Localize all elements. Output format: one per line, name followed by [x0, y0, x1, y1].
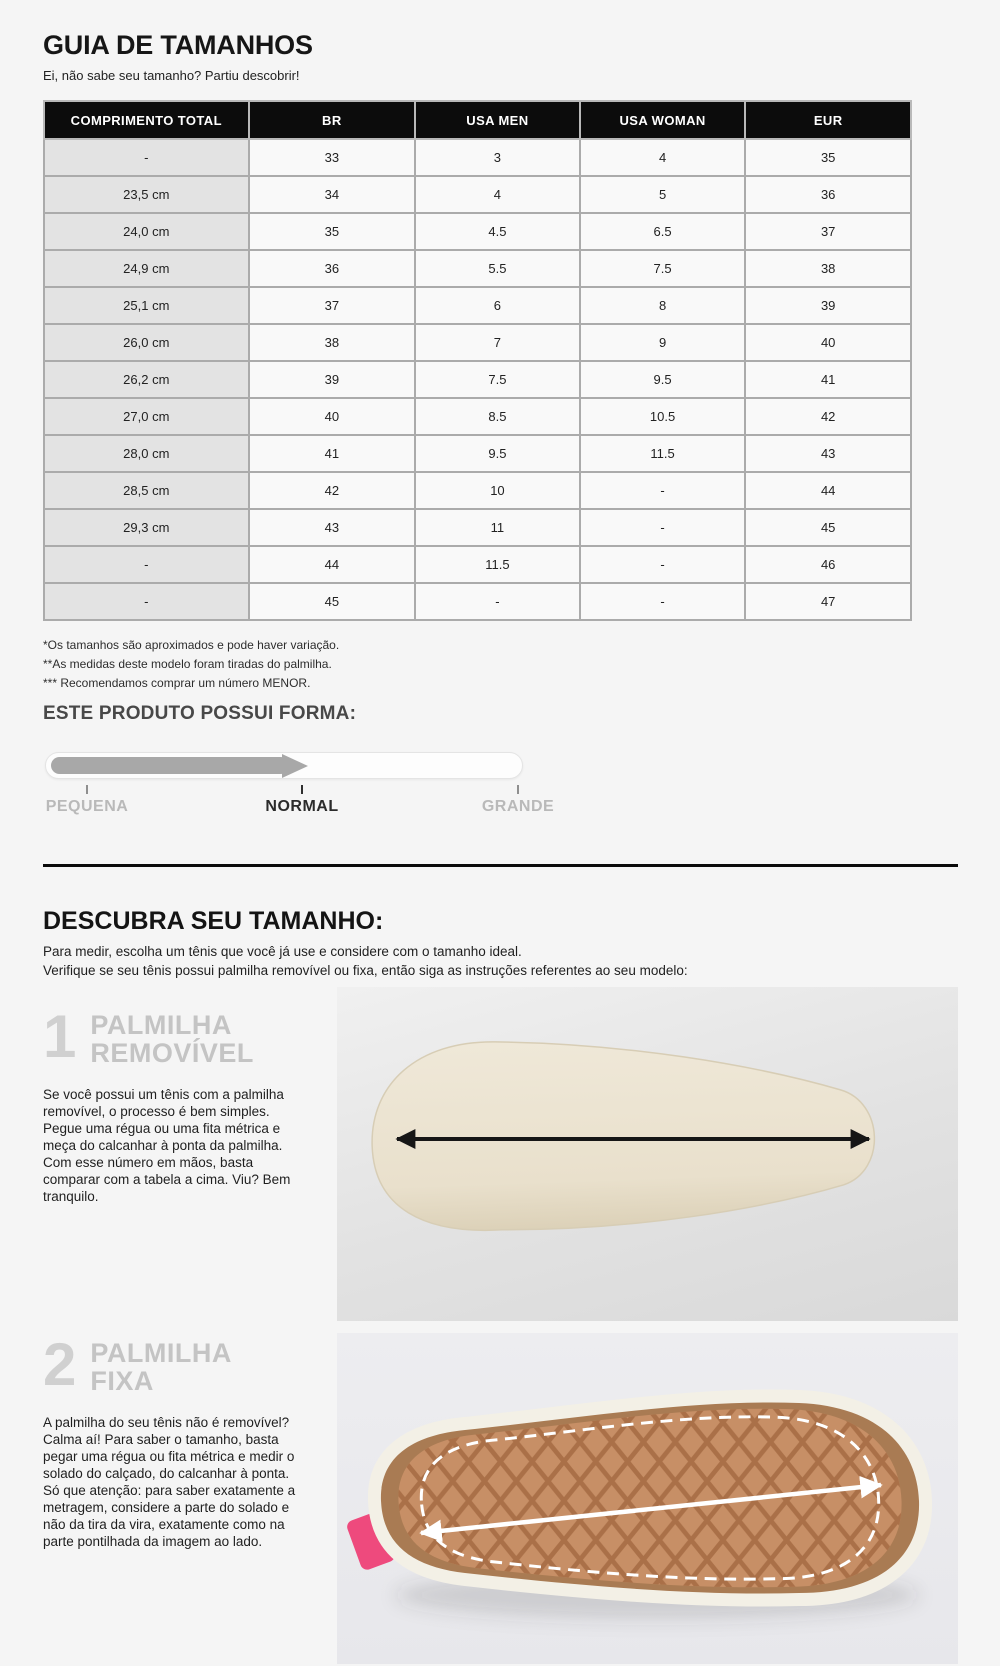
cell-comprimento: 25,1 cm	[44, 287, 249, 324]
cell-eur: 37	[745, 213, 911, 250]
tick-grande	[517, 785, 519, 794]
cell-comprimento: 28,5 cm	[44, 472, 249, 509]
insole-illustration	[337, 987, 958, 1321]
table-row	[44, 213, 911, 250]
cell-eur: 44	[745, 472, 911, 509]
cell-comprimento: 26,0 cm	[44, 324, 249, 361]
forma-slider-scale	[45, 785, 555, 823]
cell-usa-woman: 11.5	[580, 435, 746, 472]
step-number: 2	[43, 1331, 77, 1398]
col-header-eur: EUR	[745, 101, 911, 139]
table-row	[44, 435, 911, 472]
cell-br: 43	[249, 509, 415, 546]
col-header-comprimento: COMPRIMENTO TOTAL	[44, 101, 249, 139]
forma-slider-arrow-tip-icon	[282, 754, 308, 778]
size-table-header-row	[44, 101, 911, 139]
cell-usa-woman: 7.5	[580, 250, 746, 287]
step-2-heading	[43, 1331, 305, 1398]
cell-comprimento: -	[44, 546, 249, 583]
footnote: *** Recomendamos comprar um número MENOR.	[43, 676, 311, 690]
cell-comprimento: 26,2 cm	[44, 361, 249, 398]
forma-heading: ESTE PRODUTO POSSUI FORMA:	[43, 703, 357, 724]
size-table-body	[44, 139, 911, 620]
cell-usa-men: 4	[415, 176, 580, 213]
table-row	[44, 361, 911, 398]
table-row	[44, 139, 911, 176]
col-header-usa-woman: USA WOMAN	[580, 101, 746, 139]
cell-eur: 42	[745, 398, 911, 435]
cell-usa-men: 3	[415, 139, 580, 176]
cell-comprimento: 24,0 cm	[44, 213, 249, 250]
cell-usa-woman: -	[580, 583, 746, 620]
cell-br: 44	[249, 546, 415, 583]
tick-normal	[301, 785, 303, 794]
cell-usa-woman: 10.5	[580, 398, 746, 435]
insole-shape	[369, 1029, 878, 1236]
cell-usa-men: 7.5	[415, 361, 580, 398]
cell-usa-woman: 6.5	[580, 213, 746, 250]
cell-usa-men: 5.5	[415, 250, 580, 287]
cell-comprimento: -	[44, 583, 249, 620]
step-number: 1	[43, 1003, 77, 1070]
cell-eur: 40	[745, 324, 911, 361]
step-body: Se você possui um tênis com a palmilha removível, o processo é bem simples. Pegue uma régua ou uma fita métrica e meça do calcanhar à ponta da palmilha. Com esse número em mãos, basta comparar com a tabela a cima. Viu? Bem tranquilo.	[43, 1087, 291, 1204]
cell-br: 37	[249, 287, 415, 324]
cell-eur: 36	[745, 176, 911, 213]
cell-usa-men: 11.5	[415, 546, 580, 583]
instruction-steps	[43, 987, 958, 1664]
cell-usa-men: 8.5	[415, 398, 580, 435]
cell-usa-men: 7	[415, 324, 580, 361]
label-pequena: PEQUENA	[45, 798, 129, 815]
page-title: GUIA DE TAMANHOS	[43, 30, 313, 60]
cell-br: 34	[249, 176, 415, 213]
label-grande: GRANDE	[481, 798, 555, 815]
table-row	[44, 176, 911, 213]
forma-slider-bar	[45, 752, 523, 779]
step-title: PALMILHA REMOVÍVEL	[90, 1010, 254, 1068]
cell-usa-woman: 9.5	[580, 361, 746, 398]
cell-eur: 35	[745, 139, 911, 176]
cell-usa-woman: -	[580, 472, 746, 509]
cell-eur: 41	[745, 361, 911, 398]
footnote: *Os tamanhos são aproximados e pode haver variação.	[43, 638, 340, 652]
label-normal: NORMAL	[265, 798, 339, 815]
sole-illustration	[337, 1333, 958, 1664]
cell-eur: 38	[745, 250, 911, 287]
cell-usa-men: 11	[415, 509, 580, 546]
forma-slider	[45, 752, 555, 823]
col-header-usa-men: USA MEN	[415, 101, 580, 139]
cell-usa-men: 10	[415, 472, 580, 509]
table-row	[44, 472, 911, 509]
cell-usa-woman: -	[580, 546, 746, 583]
discover-heading: DESCUBRA SEU TAMANHO:	[43, 907, 384, 935]
cell-comprimento: 23,5 cm	[44, 176, 249, 213]
cell-usa-men: 6	[415, 287, 580, 324]
cell-usa-woman: -	[580, 509, 746, 546]
cell-br: 41	[249, 435, 415, 472]
cell-br: 38	[249, 324, 415, 361]
table-footnotes	[43, 636, 1000, 693]
cell-comprimento: -	[44, 139, 249, 176]
forma-slider-fill-shaft	[51, 757, 289, 774]
section-divider	[43, 864, 958, 867]
step-palmilha-fixa	[43, 1333, 958, 1664]
step-body: A palmilha do seu tênis não é removível? Calma aí! Para saber o tamanho, basta pegar uma régua ou fita métrica e medir o solado do calçado, do calcanhar à ponta. Só que atenção: para saber exatamente a metragem, considere a parte do solado e não da tira da vira, exatamente como na parte pontilhada da imagem ao lado.	[43, 1415, 296, 1549]
table-row	[44, 250, 911, 287]
cell-comprimento: 29,3 cm	[44, 509, 249, 546]
cell-usa-men: 9.5	[415, 435, 580, 472]
cell-eur: 39	[745, 287, 911, 324]
cell-br: 39	[249, 361, 415, 398]
tick-pequena	[86, 785, 88, 794]
footnote: **As medidas deste modelo foram tiradas do palmilha.	[43, 657, 332, 671]
cell-comprimento: 24,9 cm	[44, 250, 249, 287]
cell-br: 40	[249, 398, 415, 435]
insole-photo	[337, 987, 958, 1321]
cell-br: 45	[249, 583, 415, 620]
table-row	[44, 324, 911, 361]
cell-usa-men: -	[415, 583, 580, 620]
page-subtitle: Ei, não sabe seu tamanho? Partiu descobrir!	[43, 68, 300, 83]
step-1-heading	[43, 1003, 305, 1070]
table-row	[44, 509, 911, 546]
col-header-br: BR	[249, 101, 415, 139]
discover-intro-line: Para medir, escolha um tênis que você já use e considere com o tamanho ideal.	[43, 944, 522, 959]
discover-intro-line: Verifique se seu tênis possui palmilha removível ou fixa, então siga as instruções referentes ao seu modelo:	[43, 963, 688, 978]
cell-br: 42	[249, 472, 415, 509]
step-title: PALMILHA FIXA	[90, 1338, 232, 1396]
size-table	[43, 100, 912, 621]
cell-usa-woman: 9	[580, 324, 746, 361]
cell-usa-woman: 5	[580, 176, 746, 213]
cell-br: 35	[249, 213, 415, 250]
cell-br: 36	[249, 250, 415, 287]
cell-br: 33	[249, 139, 415, 176]
table-row	[44, 583, 911, 620]
cell-comprimento: 28,0 cm	[44, 435, 249, 472]
sole-waffle-tread	[398, 1409, 901, 1588]
sole-photo	[337, 1333, 958, 1664]
table-row	[44, 287, 911, 324]
cell-eur: 46	[745, 546, 911, 583]
cell-usa-woman: 4	[580, 139, 746, 176]
forma-slider-fill	[51, 753, 308, 778]
cell-usa-men: 4.5	[415, 213, 580, 250]
step-1-text	[43, 987, 337, 1321]
cell-eur: 45	[745, 509, 911, 546]
step-2-text	[43, 1333, 337, 1664]
table-row	[44, 546, 911, 583]
cell-eur: 43	[745, 435, 911, 472]
cell-usa-woman: 8	[580, 287, 746, 324]
cell-eur: 47	[745, 583, 911, 620]
step-palmilha-removivel	[43, 987, 958, 1321]
table-row	[44, 398, 911, 435]
cell-comprimento: 27,0 cm	[44, 398, 249, 435]
